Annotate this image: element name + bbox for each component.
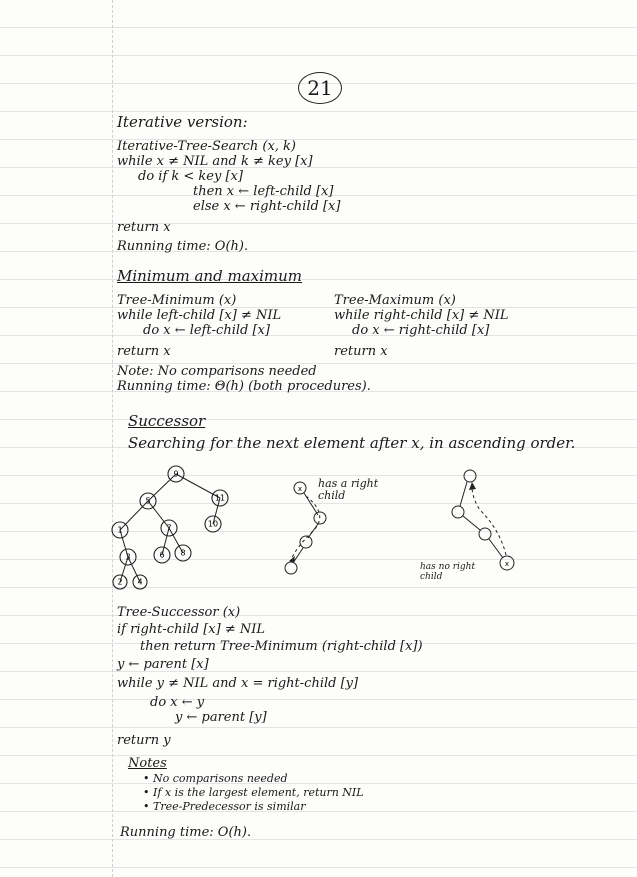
- no-right-child-sketch: [452, 470, 514, 570]
- successor-while: while y ≠ NIL and x = right-child [y]: [117, 676, 359, 691]
- tree-node: [161, 520, 177, 536]
- iterative-do: do if k < key [x]: [138, 169, 243, 184]
- minmax-heading: Minimum and maximum: [117, 267, 302, 285]
- svg-text:3: 3: [125, 552, 131, 562]
- tree-node: [112, 522, 128, 538]
- max-signature: Tree-Maximum (x): [334, 293, 456, 308]
- svg-text:5: 5: [145, 496, 151, 506]
- successor-signature: Tree-Successor (x): [117, 605, 241, 620]
- svg-text:11: 11: [214, 493, 226, 503]
- iterative-return: return x: [117, 220, 171, 235]
- notes-item: • Tree-Predecessor is similar: [143, 800, 306, 813]
- svg-text:4: 4: [137, 577, 143, 587]
- notes-heading: Notes: [128, 756, 167, 771]
- successor-do2: y ← parent [y]: [175, 710, 267, 725]
- has-right-child-label: has a right child: [318, 477, 379, 502]
- minmax-note: Note: No comparisons needed: [117, 364, 317, 379]
- iterative-signature: Iterative-Tree-Search (x, k): [117, 139, 296, 154]
- min-return: return x: [117, 344, 171, 359]
- tree-node: [175, 545, 191, 561]
- iterative-heading: Iterative version:: [117, 113, 248, 131]
- notes-item: • If x is the largest element, return NIL: [143, 786, 364, 799]
- svg-text:x: x: [504, 560, 510, 568]
- min-signature: Tree-Minimum (x): [117, 293, 237, 308]
- svg-text:2: 2: [117, 577, 123, 587]
- max-do: do x ← right-child [x]: [352, 323, 490, 338]
- tree-node: [113, 575, 127, 589]
- tree-node: [168, 466, 184, 482]
- successor-then: then return Tree-Minimum (right-child [x]): [140, 639, 423, 654]
- iterative-running-time: Running time: O(h).: [117, 239, 249, 254]
- tree-node: [154, 547, 170, 563]
- tree-node: [133, 575, 147, 589]
- successor-if: if right-child [x] ≠ NIL: [117, 622, 265, 637]
- tree-node: [120, 549, 136, 565]
- max-while: while right-child [x] ≠ NIL: [334, 308, 509, 323]
- successor-do: do x ← y: [150, 695, 205, 710]
- svg-text:x: x: [297, 485, 303, 493]
- svg-text:6: 6: [159, 550, 165, 560]
- svg-text:10: 10: [207, 519, 219, 529]
- tree-node: [205, 516, 221, 532]
- successor-heading: Successor: [128, 412, 206, 430]
- iterative-else: else x ← right-child [x]: [193, 199, 341, 214]
- svg-text:9: 9: [173, 469, 179, 479]
- notes-running-time: Running time: O(h).: [120, 825, 252, 840]
- successor-y: y ← parent [x]: [117, 657, 209, 672]
- successor-intro: Searching for the next element after x, in ascending order.: [128, 434, 576, 452]
- minmax-running-time: Running time: Θ(h) (both procedures).: [117, 379, 371, 394]
- svg-text:1: 1: [117, 525, 123, 535]
- tree-node: [212, 490, 228, 506]
- tree-node: [140, 493, 156, 509]
- min-do: do x ← left-child [x]: [143, 323, 270, 338]
- notes-item: • No comparisons needed: [143, 772, 288, 785]
- successor-return: return y: [117, 733, 171, 748]
- max-return: return x: [334, 344, 388, 359]
- page-number: 21: [298, 72, 342, 104]
- svg-text:8: 8: [180, 548, 186, 558]
- svg-text:7: 7: [166, 523, 172, 533]
- iterative-while: while x ≠ NIL and k ≠ key [x]: [117, 154, 313, 169]
- no-right-child-label: has no right child: [420, 562, 476, 582]
- iterative-then: then x ← left-child [x]: [193, 184, 334, 199]
- min-while: while left-child [x] ≠ NIL: [117, 308, 282, 323]
